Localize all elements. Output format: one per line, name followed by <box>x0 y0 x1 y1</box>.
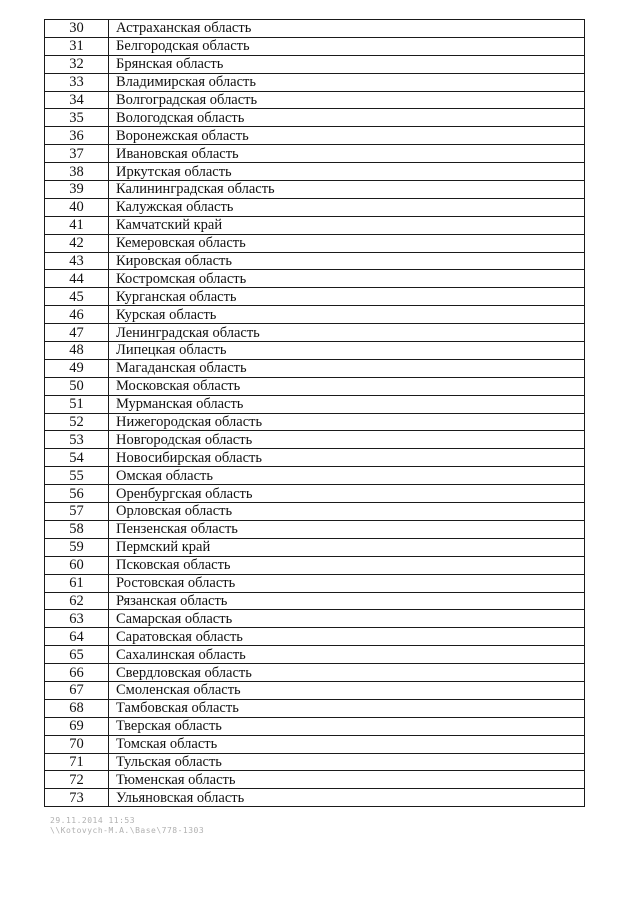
table-row <box>45 520 585 538</box>
region-name: Омская область <box>109 467 585 485</box>
row-number: 70 <box>45 735 109 753</box>
row-number: 39 <box>45 181 109 199</box>
region-name: Липецкая область <box>109 342 585 360</box>
table-row <box>45 574 585 592</box>
region-name: Саратовская область <box>109 628 585 646</box>
table-row <box>45 163 585 181</box>
print-stamp <box>50 816 204 836</box>
table-row <box>45 538 585 556</box>
region-name: Новосибирская область <box>109 449 585 467</box>
row-number: 68 <box>45 699 109 717</box>
region-name: Тамбовская область <box>109 699 585 717</box>
region-name: Мурманская область <box>109 395 585 413</box>
table-row <box>45 717 585 735</box>
table-row <box>45 699 585 717</box>
table-row <box>45 735 585 753</box>
table-row <box>45 359 585 377</box>
region-name: Тюменская область <box>109 771 585 789</box>
region-name: Костромская область <box>109 270 585 288</box>
row-number: 57 <box>45 503 109 521</box>
region-name: Кировская область <box>109 252 585 270</box>
table-row <box>45 431 585 449</box>
table-row <box>45 771 585 789</box>
table-row <box>45 377 585 395</box>
print-stamp-path: \\Kotovych-M.A.\Base\778-1303 <box>50 826 205 835</box>
row-number: 30 <box>45 20 109 38</box>
region-name: Новгородская область <box>109 431 585 449</box>
table-row <box>45 628 585 646</box>
row-number: 56 <box>45 485 109 503</box>
table-row <box>45 449 585 467</box>
print-stamp-date: 29.11.2014 11:53 <box>50 816 136 825</box>
table-row <box>45 270 585 288</box>
region-name: Тульская область <box>109 753 585 771</box>
region-name: Смоленская область <box>109 681 585 699</box>
row-number: 45 <box>45 288 109 306</box>
row-number: 38 <box>45 163 109 181</box>
table-row <box>45 198 585 216</box>
row-number: 52 <box>45 413 109 431</box>
table-row <box>45 646 585 664</box>
region-name: Оренбургская область <box>109 485 585 503</box>
row-number: 46 <box>45 306 109 324</box>
row-number: 64 <box>45 628 109 646</box>
region-name: Кемеровская область <box>109 234 585 252</box>
table-row <box>45 181 585 199</box>
region-name: Сахалинская область <box>109 646 585 664</box>
table-row <box>45 467 585 485</box>
table-row <box>45 413 585 431</box>
region-name: Нижегородская область <box>109 413 585 431</box>
row-number: 35 <box>45 109 109 127</box>
region-name: Брянская область <box>109 55 585 73</box>
row-number: 54 <box>45 449 109 467</box>
region-name: Иркутская область <box>109 163 585 181</box>
table-row <box>45 395 585 413</box>
region-name: Калужская область <box>109 198 585 216</box>
region-name: Магаданская область <box>109 359 585 377</box>
table-row <box>45 485 585 503</box>
region-name: Вологодская область <box>109 109 585 127</box>
row-number: 42 <box>45 234 109 252</box>
region-name: Волгоградская область <box>109 91 585 109</box>
table-row <box>45 288 585 306</box>
region-name: Курганская область <box>109 288 585 306</box>
row-number: 53 <box>45 431 109 449</box>
region-name: Астраханская область <box>109 20 585 38</box>
row-number: 49 <box>45 359 109 377</box>
table-row <box>45 127 585 145</box>
table-row <box>45 592 585 610</box>
row-number: 62 <box>45 592 109 610</box>
region-name: Орловская область <box>109 503 585 521</box>
table-row <box>45 234 585 252</box>
row-number: 63 <box>45 610 109 628</box>
row-number: 50 <box>45 377 109 395</box>
table-row <box>45 681 585 699</box>
table-row <box>45 145 585 163</box>
row-number: 32 <box>45 55 109 73</box>
row-number: 44 <box>45 270 109 288</box>
table-row <box>45 324 585 342</box>
table-row <box>45 109 585 127</box>
row-number: 33 <box>45 73 109 91</box>
table-row <box>45 252 585 270</box>
table-row <box>45 91 585 109</box>
region-name: Псковская область <box>109 556 585 574</box>
row-number: 36 <box>45 127 109 145</box>
regions-table-body <box>45 20 585 807</box>
row-number: 40 <box>45 198 109 216</box>
table-row <box>45 37 585 55</box>
row-number: 47 <box>45 324 109 342</box>
row-number: 72 <box>45 771 109 789</box>
table-row <box>45 556 585 574</box>
region-name: Ленинградская область <box>109 324 585 342</box>
table-row <box>45 610 585 628</box>
region-name: Свердловская область <box>109 664 585 682</box>
row-number: 41 <box>45 216 109 234</box>
region-name: Камчатский край <box>109 216 585 234</box>
region-name: Томская область <box>109 735 585 753</box>
row-number: 71 <box>45 753 109 771</box>
table-row <box>45 20 585 38</box>
region-name: Московская область <box>109 377 585 395</box>
row-number: 67 <box>45 681 109 699</box>
row-number: 34 <box>45 91 109 109</box>
row-number: 51 <box>45 395 109 413</box>
table-row <box>45 55 585 73</box>
row-number: 55 <box>45 467 109 485</box>
row-number: 60 <box>45 556 109 574</box>
row-number: 61 <box>45 574 109 592</box>
region-name: Ульяновская область <box>109 789 585 807</box>
row-number: 69 <box>45 717 109 735</box>
row-number: 73 <box>45 789 109 807</box>
row-number: 48 <box>45 342 109 360</box>
table-row <box>45 664 585 682</box>
row-number: 31 <box>45 37 109 55</box>
region-name: Самарская область <box>109 610 585 628</box>
region-name: Владимирская область <box>109 73 585 91</box>
region-name: Курская область <box>109 306 585 324</box>
table-row <box>45 789 585 807</box>
region-name: Пензенская область <box>109 520 585 538</box>
row-number: 66 <box>45 664 109 682</box>
region-name: Рязанская область <box>109 592 585 610</box>
row-number: 58 <box>45 520 109 538</box>
table-row <box>45 73 585 91</box>
table-row <box>45 753 585 771</box>
region-name: Ростовская область <box>109 574 585 592</box>
table-row <box>45 342 585 360</box>
table-row <box>45 306 585 324</box>
row-number: 65 <box>45 646 109 664</box>
region-name: Белгородская область <box>109 37 585 55</box>
row-number: 37 <box>45 145 109 163</box>
region-name: Тверская область <box>109 717 585 735</box>
region-name: Пермский край <box>109 538 585 556</box>
region-name: Ивановская область <box>109 145 585 163</box>
row-number: 59 <box>45 538 109 556</box>
regions-table <box>44 19 585 807</box>
region-name: Воронежская область <box>109 127 585 145</box>
row-number: 43 <box>45 252 109 270</box>
region-name: Калининградская область <box>109 181 585 199</box>
table-row <box>45 503 585 521</box>
table-row <box>45 216 585 234</box>
